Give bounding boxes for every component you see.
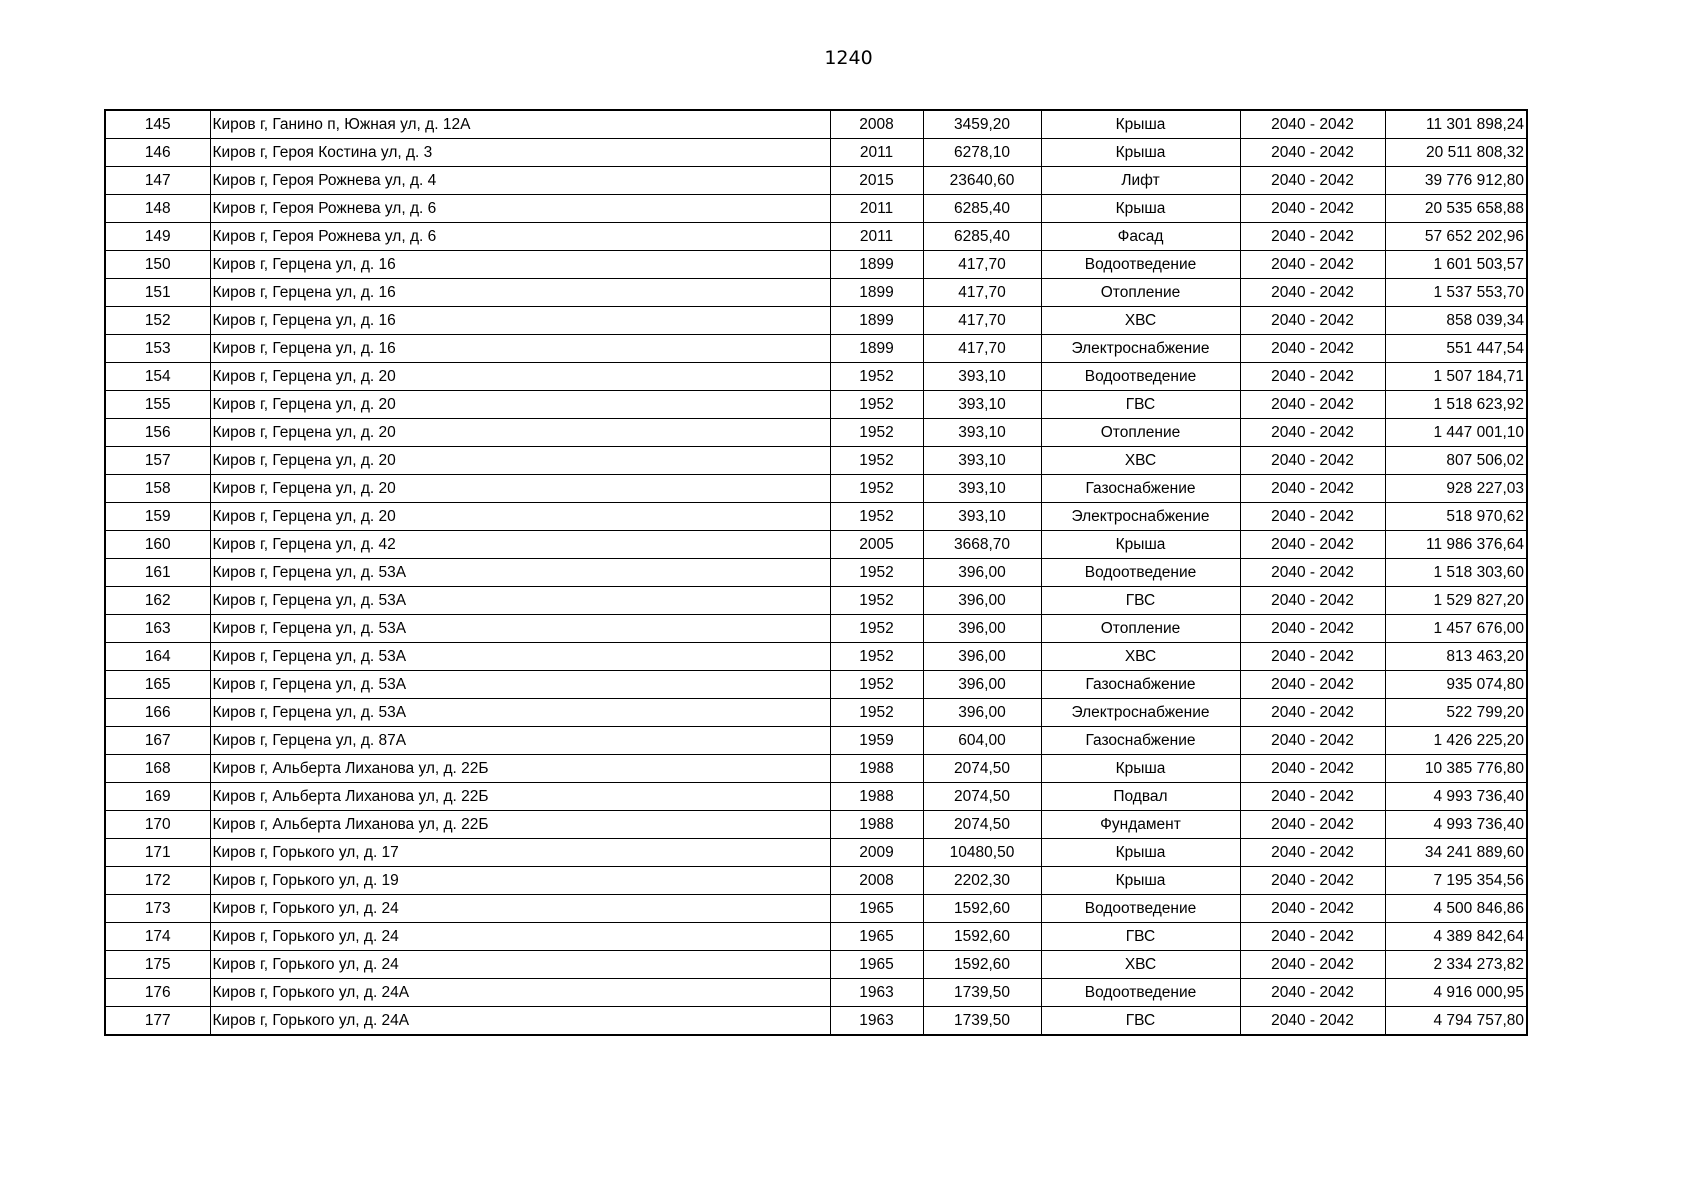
year-cell: 1952	[830, 447, 923, 475]
row-number-cell: 148	[105, 195, 210, 223]
work-type-cell: ХВС	[1041, 307, 1240, 335]
address-cell: Киров г, Горького ул, д. 24	[210, 895, 830, 923]
row-number-cell: 153	[105, 335, 210, 363]
period-cell: 2040 - 2042	[1240, 251, 1385, 279]
area-cell: 393,10	[923, 419, 1041, 447]
cost-cell: 928 227,03	[1385, 475, 1527, 503]
period-cell: 2040 - 2042	[1240, 475, 1385, 503]
address-cell: Киров г, Герцена ул, д. 20	[210, 363, 830, 391]
row-number-cell: 147	[105, 167, 210, 195]
cost-cell: 1 518 623,92	[1385, 391, 1527, 419]
address-cell: Киров г, Альберта Лиханова ул, д. 22Б	[210, 783, 830, 811]
table-row	[105, 167, 1527, 195]
address-cell: Киров г, Герцена ул, д. 20	[210, 419, 830, 447]
year-cell: 2015	[830, 167, 923, 195]
area-cell: 2074,50	[923, 755, 1041, 783]
area-cell: 417,70	[923, 251, 1041, 279]
row-number-cell: 155	[105, 391, 210, 419]
area-cell: 396,00	[923, 587, 1041, 615]
cost-cell: 7 195 354,56	[1385, 867, 1527, 895]
area-cell: 396,00	[923, 699, 1041, 727]
period-cell: 2040 - 2042	[1240, 195, 1385, 223]
year-cell: 1952	[830, 503, 923, 531]
area-cell: 393,10	[923, 447, 1041, 475]
year-cell: 2011	[830, 195, 923, 223]
row-number-cell: 166	[105, 699, 210, 727]
table-row	[105, 923, 1527, 951]
row-number-cell: 165	[105, 671, 210, 699]
address-cell: Киров г, Герцена ул, д. 53А	[210, 559, 830, 587]
cost-cell: 1 447 001,10	[1385, 419, 1527, 447]
table-row	[105, 1007, 1527, 1036]
cost-cell: 1 457 676,00	[1385, 615, 1527, 643]
period-cell: 2040 - 2042	[1240, 503, 1385, 531]
cost-cell: 4 389 842,64	[1385, 923, 1527, 951]
period-cell: 2040 - 2042	[1240, 979, 1385, 1007]
work-type-cell: Крыша	[1041, 195, 1240, 223]
area-cell: 396,00	[923, 559, 1041, 587]
period-cell: 2040 - 2042	[1240, 307, 1385, 335]
work-type-cell: Газоснабжение	[1041, 727, 1240, 755]
year-cell: 1963	[830, 1007, 923, 1036]
year-cell: 1965	[830, 895, 923, 923]
work-type-cell: ГВС	[1041, 391, 1240, 419]
year-cell: 1988	[830, 783, 923, 811]
address-cell: Киров г, Герцена ул, д. 16	[210, 335, 830, 363]
work-type-cell: ГВС	[1041, 923, 1240, 951]
area-cell: 2074,50	[923, 811, 1041, 839]
area-cell: 1739,50	[923, 979, 1041, 1007]
address-cell: Киров г, Герцена ул, д. 16	[210, 307, 830, 335]
cost-cell: 1 529 827,20	[1385, 587, 1527, 615]
work-type-cell: ХВС	[1041, 643, 1240, 671]
year-cell: 1952	[830, 699, 923, 727]
area-cell: 23640,60	[923, 167, 1041, 195]
work-type-cell: ГВС	[1041, 587, 1240, 615]
table-row	[105, 587, 1527, 615]
period-cell: 2040 - 2042	[1240, 895, 1385, 923]
address-cell: Киров г, Герцена ул, д. 53А	[210, 587, 830, 615]
period-cell: 2040 - 2042	[1240, 167, 1385, 195]
table-row	[105, 951, 1527, 979]
area-cell: 1592,60	[923, 895, 1041, 923]
cost-cell: 1 518 303,60	[1385, 559, 1527, 587]
table-row	[105, 867, 1527, 895]
row-number-cell: 163	[105, 615, 210, 643]
row-number-cell: 167	[105, 727, 210, 755]
year-cell: 1988	[830, 811, 923, 839]
period-cell: 2040 - 2042	[1240, 279, 1385, 307]
period-cell: 2040 - 2042	[1240, 867, 1385, 895]
table-row	[105, 979, 1527, 1007]
table-row	[105, 559, 1527, 587]
row-number-cell: 152	[105, 307, 210, 335]
period-cell: 2040 - 2042	[1240, 923, 1385, 951]
row-number-cell: 145	[105, 110, 210, 139]
work-type-cell: Крыша	[1041, 139, 1240, 167]
year-cell: 2009	[830, 839, 923, 867]
work-type-cell: Отопление	[1041, 419, 1240, 447]
year-cell: 1952	[830, 559, 923, 587]
row-number-cell: 146	[105, 139, 210, 167]
period-cell: 2040 - 2042	[1240, 699, 1385, 727]
cost-cell: 935 074,80	[1385, 671, 1527, 699]
period-cell: 2040 - 2042	[1240, 951, 1385, 979]
area-cell: 2202,30	[923, 867, 1041, 895]
area-cell: 1592,60	[923, 923, 1041, 951]
row-number-cell: 160	[105, 531, 210, 559]
address-cell: Киров г, Героя Рожнева ул, д. 4	[210, 167, 830, 195]
cost-cell: 813 463,20	[1385, 643, 1527, 671]
work-type-cell: ХВС	[1041, 447, 1240, 475]
area-cell: 396,00	[923, 671, 1041, 699]
address-cell: Киров г, Горького ул, д. 24А	[210, 979, 830, 1007]
table-row	[105, 223, 1527, 251]
cost-cell: 4 500 846,86	[1385, 895, 1527, 923]
work-type-cell: Газоснабжение	[1041, 475, 1240, 503]
address-cell: Киров г, Герцена ул, д. 53А	[210, 671, 830, 699]
work-type-cell: Электроснабжение	[1041, 503, 1240, 531]
address-cell: Киров г, Альберта Лиханова ул, д. 22Б	[210, 755, 830, 783]
table-row	[105, 279, 1527, 307]
address-cell: Киров г, Героя Рожнева ул, д. 6	[210, 223, 830, 251]
period-cell: 2040 - 2042	[1240, 755, 1385, 783]
year-cell: 1965	[830, 923, 923, 951]
year-cell: 2011	[830, 139, 923, 167]
year-cell: 2005	[830, 531, 923, 559]
year-cell: 1952	[830, 615, 923, 643]
period-cell: 2040 - 2042	[1240, 110, 1385, 139]
table-row	[105, 671, 1527, 699]
row-number-cell: 157	[105, 447, 210, 475]
table-row	[105, 895, 1527, 923]
row-number-cell: 174	[105, 923, 210, 951]
cost-cell: 10 385 776,80	[1385, 755, 1527, 783]
work-type-cell: Водоотведение	[1041, 895, 1240, 923]
table-row	[105, 335, 1527, 363]
area-cell: 393,10	[923, 503, 1041, 531]
row-number-cell: 158	[105, 475, 210, 503]
cost-cell: 57 652 202,96	[1385, 223, 1527, 251]
work-type-cell: Крыша	[1041, 755, 1240, 783]
work-type-cell: Подвал	[1041, 783, 1240, 811]
cost-cell: 1 426 225,20	[1385, 727, 1527, 755]
cost-cell: 4 794 757,80	[1385, 1007, 1527, 1036]
period-cell: 2040 - 2042	[1240, 139, 1385, 167]
period-cell: 2040 - 2042	[1240, 531, 1385, 559]
work-type-cell: ХВС	[1041, 951, 1240, 979]
period-cell: 2040 - 2042	[1240, 223, 1385, 251]
address-cell: Киров г, Герцена ул, д. 20	[210, 447, 830, 475]
period-cell: 2040 - 2042	[1240, 783, 1385, 811]
cost-cell: 20 535 658,88	[1385, 195, 1527, 223]
cost-cell: 551 447,54	[1385, 335, 1527, 363]
cost-cell: 20 511 808,32	[1385, 139, 1527, 167]
period-cell: 2040 - 2042	[1240, 615, 1385, 643]
address-cell: Киров г, Ганино п, Южная ул, д. 12А	[210, 110, 830, 139]
period-cell: 2040 - 2042	[1240, 363, 1385, 391]
work-type-cell: Крыша	[1041, 531, 1240, 559]
work-type-cell: Отопление	[1041, 615, 1240, 643]
row-number-cell: 175	[105, 951, 210, 979]
row-number-cell: 171	[105, 839, 210, 867]
year-cell: 1988	[830, 755, 923, 783]
cost-cell: 522 799,20	[1385, 699, 1527, 727]
period-cell: 2040 - 2042	[1240, 335, 1385, 363]
work-type-cell: Крыша	[1041, 110, 1240, 139]
year-cell: 2008	[830, 867, 923, 895]
period-cell: 2040 - 2042	[1240, 727, 1385, 755]
address-cell: Киров г, Героя Костина ул, д. 3	[210, 139, 830, 167]
area-cell: 396,00	[923, 643, 1041, 671]
cost-cell: 858 039,34	[1385, 307, 1527, 335]
area-cell: 2074,50	[923, 783, 1041, 811]
address-cell: Киров г, Герцена ул, д. 20	[210, 503, 830, 531]
row-number-cell: 161	[105, 559, 210, 587]
table-row	[105, 110, 1527, 139]
year-cell: 1899	[830, 279, 923, 307]
row-number-cell: 156	[105, 419, 210, 447]
cost-cell: 518 970,62	[1385, 503, 1527, 531]
row-number-cell: 151	[105, 279, 210, 307]
table-row	[105, 419, 1527, 447]
table-row	[105, 643, 1527, 671]
period-cell: 2040 - 2042	[1240, 671, 1385, 699]
area-cell: 393,10	[923, 475, 1041, 503]
table-row	[105, 699, 1527, 727]
year-cell: 1952	[830, 363, 923, 391]
address-cell: Киров г, Герцена ул, д. 16	[210, 279, 830, 307]
table-row	[105, 727, 1527, 755]
cost-cell: 39 776 912,80	[1385, 167, 1527, 195]
area-cell: 417,70	[923, 335, 1041, 363]
work-type-cell: Водоотведение	[1041, 559, 1240, 587]
cost-cell: 4 993 736,40	[1385, 811, 1527, 839]
area-cell: 417,70	[923, 307, 1041, 335]
year-cell: 1899	[830, 335, 923, 363]
period-cell: 2040 - 2042	[1240, 419, 1385, 447]
area-cell: 6285,40	[923, 223, 1041, 251]
page-number: 1240	[824, 47, 873, 69]
table-row	[105, 251, 1527, 279]
work-type-cell: Водоотведение	[1041, 251, 1240, 279]
year-cell: 1952	[830, 587, 923, 615]
row-number-cell: 172	[105, 867, 210, 895]
work-type-cell: Электроснабжение	[1041, 699, 1240, 727]
address-cell: Киров г, Герцена ул, д. 53А	[210, 699, 830, 727]
address-cell: Киров г, Горького ул, д. 19	[210, 867, 830, 895]
work-type-cell: Фундамент	[1041, 811, 1240, 839]
row-number-cell: 159	[105, 503, 210, 531]
table-row	[105, 391, 1527, 419]
period-cell: 2040 - 2042	[1240, 559, 1385, 587]
area-cell: 6278,10	[923, 139, 1041, 167]
table-row	[105, 503, 1527, 531]
year-cell: 1965	[830, 951, 923, 979]
year-cell: 1952	[830, 671, 923, 699]
address-cell: Киров г, Герцена ул, д. 16	[210, 251, 830, 279]
cost-cell: 1 601 503,57	[1385, 251, 1527, 279]
period-cell: 2040 - 2042	[1240, 811, 1385, 839]
table-row	[105, 615, 1527, 643]
row-number-cell: 149	[105, 223, 210, 251]
address-cell: Киров г, Герцена ул, д. 53А	[210, 615, 830, 643]
address-cell: Киров г, Герцена ул, д. 87А	[210, 727, 830, 755]
period-cell: 2040 - 2042	[1240, 643, 1385, 671]
cost-cell: 2 334 273,82	[1385, 951, 1527, 979]
year-cell: 1963	[830, 979, 923, 1007]
year-cell: 1952	[830, 475, 923, 503]
period-cell: 2040 - 2042	[1240, 391, 1385, 419]
area-cell: 1739,50	[923, 1007, 1041, 1036]
table-row	[105, 531, 1527, 559]
cost-cell: 11 301 898,24	[1385, 110, 1527, 139]
row-number-cell: 173	[105, 895, 210, 923]
year-cell: 2011	[830, 223, 923, 251]
row-number-cell: 177	[105, 1007, 210, 1036]
work-type-cell: Газоснабжение	[1041, 671, 1240, 699]
year-cell: 1899	[830, 307, 923, 335]
address-cell: Киров г, Герцена ул, д. 20	[210, 475, 830, 503]
period-cell: 2040 - 2042	[1240, 839, 1385, 867]
work-type-cell: Крыша	[1041, 839, 1240, 867]
address-cell: Киров г, Герцена ул, д. 20	[210, 391, 830, 419]
area-cell: 393,10	[923, 391, 1041, 419]
period-cell: 2040 - 2042	[1240, 447, 1385, 475]
address-cell: Киров г, Альберта Лиханова ул, д. 22Б	[210, 811, 830, 839]
cost-cell: 4 993 736,40	[1385, 783, 1527, 811]
area-cell: 3459,20	[923, 110, 1041, 139]
area-cell: 417,70	[923, 279, 1041, 307]
year-cell: 1899	[830, 251, 923, 279]
address-cell: Киров г, Герцена ул, д. 53А	[210, 643, 830, 671]
work-type-cell: Отопление	[1041, 279, 1240, 307]
cost-cell: 34 241 889,60	[1385, 839, 1527, 867]
row-number-cell: 162	[105, 587, 210, 615]
work-type-cell: Лифт	[1041, 167, 1240, 195]
cost-cell: 11 986 376,64	[1385, 531, 1527, 559]
table-row	[105, 447, 1527, 475]
work-type-cell: Электроснабжение	[1041, 335, 1240, 363]
row-number-cell: 154	[105, 363, 210, 391]
table-row	[105, 139, 1527, 167]
table-row	[105, 783, 1527, 811]
year-cell: 1952	[830, 643, 923, 671]
address-cell: Киров г, Горького ул, д. 24А	[210, 1007, 830, 1036]
work-type-cell: Водоотведение	[1041, 979, 1240, 1007]
row-number-cell: 150	[105, 251, 210, 279]
cost-cell: 1 507 184,71	[1385, 363, 1527, 391]
address-cell: Киров г, Героя Рожнева ул, д. 6	[210, 195, 830, 223]
row-number-cell: 168	[105, 755, 210, 783]
table-row	[105, 839, 1527, 867]
address-cell: Киров г, Горького ул, д. 24	[210, 951, 830, 979]
year-cell: 2008	[830, 110, 923, 139]
period-cell: 2040 - 2042	[1240, 587, 1385, 615]
address-cell: Киров г, Герцена ул, д. 42	[210, 531, 830, 559]
table-body	[105, 110, 1527, 1035]
row-number-cell: 169	[105, 783, 210, 811]
cost-cell: 4 916 000,95	[1385, 979, 1527, 1007]
area-cell: 10480,50	[923, 839, 1041, 867]
table-row	[105, 195, 1527, 223]
table-row	[105, 811, 1527, 839]
area-cell: 396,00	[923, 615, 1041, 643]
area-cell: 604,00	[923, 727, 1041, 755]
area-cell: 1592,60	[923, 951, 1041, 979]
address-cell: Киров г, Горького ул, д. 17	[210, 839, 830, 867]
area-cell: 6285,40	[923, 195, 1041, 223]
work-type-cell: Фасад	[1041, 223, 1240, 251]
work-type-cell: Крыша	[1041, 867, 1240, 895]
area-cell: 3668,70	[923, 531, 1041, 559]
work-type-cell: ГВС	[1041, 1007, 1240, 1036]
address-cell: Киров г, Горького ул, д. 24	[210, 923, 830, 951]
table-row	[105, 363, 1527, 391]
period-cell: 2040 - 2042	[1240, 1007, 1385, 1036]
table-row	[105, 475, 1527, 503]
cost-cell: 1 537 553,70	[1385, 279, 1527, 307]
row-number-cell: 176	[105, 979, 210, 1007]
area-cell: 393,10	[923, 363, 1041, 391]
table-row	[105, 307, 1527, 335]
cost-cell: 807 506,02	[1385, 447, 1527, 475]
row-number-cell: 164	[105, 643, 210, 671]
work-type-cell: Водоотведение	[1041, 363, 1240, 391]
table-row	[105, 755, 1527, 783]
data-table	[104, 109, 1528, 1036]
year-cell: 1959	[830, 727, 923, 755]
row-number-cell: 170	[105, 811, 210, 839]
year-cell: 1952	[830, 391, 923, 419]
year-cell: 1952	[830, 419, 923, 447]
